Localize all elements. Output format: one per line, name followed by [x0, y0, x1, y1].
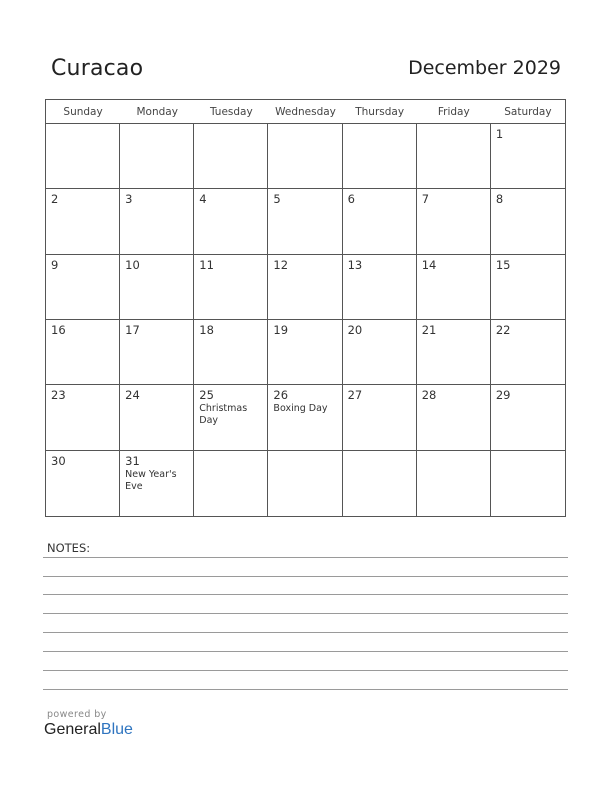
day-cell: [46, 124, 120, 189]
day-cell: [268, 255, 342, 320]
day-number: 9: [51, 257, 59, 272]
day-number: 2: [51, 192, 59, 207]
generalblue-logo: [44, 721, 133, 739]
day-number: 24: [125, 388, 140, 403]
holiday-label: Christmas Day: [199, 403, 248, 427]
day-number: 5: [273, 192, 281, 207]
day-cell: [268, 320, 342, 385]
day-cell: [417, 320, 491, 385]
day-number: 31: [125, 453, 140, 468]
day-number: 30: [51, 453, 66, 468]
month-year-title: December 2029: [408, 57, 561, 79]
holiday-label: Boxing Day: [273, 403, 328, 415]
day-cell: [120, 451, 194, 516]
day-number: 20: [347, 323, 363, 337]
day-cell: [120, 124, 194, 189]
logo-part-general: General: [44, 721, 101, 738]
day-cell: [343, 255, 417, 320]
day-number: 8: [495, 192, 504, 207]
day-cell: [46, 255, 120, 320]
weekday-label: Friday: [437, 106, 470, 118]
day-cell: [46, 451, 120, 516]
day-number: 28: [421, 388, 437, 403]
calendar-days: [46, 124, 565, 516]
day-cell: [491, 385, 565, 450]
day-cell: [194, 124, 268, 189]
day-number: 14: [421, 257, 437, 272]
day-cell: [417, 255, 491, 320]
day-number: 11: [199, 257, 214, 272]
day-number: 16: [51, 323, 66, 337]
day-cell: [194, 320, 268, 385]
day-cell: [194, 255, 268, 320]
notes-line: [43, 670, 568, 671]
notes-line: [43, 594, 568, 595]
powered-by-text: powered by: [47, 709, 107, 720]
day-number: 4: [199, 192, 207, 207]
day-cell: [417, 189, 491, 254]
day-number: 23: [51, 388, 66, 403]
day-cell: [417, 385, 491, 450]
weekday-label: Saturday: [504, 106, 552, 118]
holiday-label: New Year's Eve: [125, 468, 177, 492]
day-cell: [268, 189, 342, 254]
day-number: 15: [495, 257, 511, 272]
notes-line: [43, 689, 568, 690]
day-cell: [491, 451, 565, 516]
day-cell: [343, 189, 417, 254]
weekday-label: Tuesday: [209, 106, 253, 118]
day-number: 25: [199, 388, 214, 403]
day-number: 7: [421, 192, 430, 207]
day-number: 1: [495, 127, 504, 141]
day-cell: [120, 189, 194, 254]
day-cell: [491, 255, 565, 320]
day-number: 17: [125, 323, 140, 337]
day-number: 29: [495, 388, 511, 403]
notes-line: [43, 576, 568, 577]
day-cell: [194, 451, 268, 516]
day-cell: [120, 385, 194, 450]
country-title: Curacao: [51, 56, 144, 81]
notes-line: [43, 651, 568, 652]
day-number: 3: [125, 192, 133, 207]
notes-line: [43, 557, 568, 558]
day-cell: [194, 189, 268, 254]
day-cell: [417, 451, 491, 516]
day-cell: [417, 124, 491, 189]
day-cell: [491, 189, 565, 254]
weekday-label: Sunday: [63, 106, 103, 118]
day-cell: [194, 385, 268, 450]
day-cell: [491, 320, 565, 385]
day-cell: [268, 451, 342, 516]
day-cell: [46, 320, 120, 385]
day-cell: [343, 320, 417, 385]
day-cell: [46, 189, 120, 254]
day-cell: [268, 124, 342, 189]
calendar-grid: [45, 99, 566, 517]
notes-line: [43, 613, 568, 614]
logo-part-blue: Blue: [100, 721, 133, 738]
day-cell: [46, 385, 120, 450]
day-cell: [120, 320, 194, 385]
day-number: 22: [495, 323, 511, 337]
weekday-header: [46, 100, 565, 124]
weekday-label: Thursday: [355, 106, 405, 118]
day-cell: [268, 385, 342, 450]
day-number: 12: [273, 257, 289, 272]
day-number: 6: [347, 192, 355, 207]
day-number: 21: [421, 323, 437, 337]
weekday-label: Wednesday: [275, 106, 336, 118]
day-number: 26: [273, 388, 289, 403]
notes-line: [43, 632, 568, 633]
day-cell: [343, 451, 417, 516]
day-number: 18: [199, 323, 214, 337]
day-cell: [120, 255, 194, 320]
day-cell: [491, 124, 565, 189]
day-number: 13: [347, 257, 363, 272]
day-cell: [343, 124, 417, 189]
notes-label: NOTES:: [47, 541, 91, 555]
day-number: 10: [125, 257, 140, 272]
day-cell: [343, 385, 417, 450]
weekday-label: Monday: [136, 106, 178, 118]
day-number: 19: [273, 323, 289, 337]
day-number: 27: [347, 388, 363, 403]
